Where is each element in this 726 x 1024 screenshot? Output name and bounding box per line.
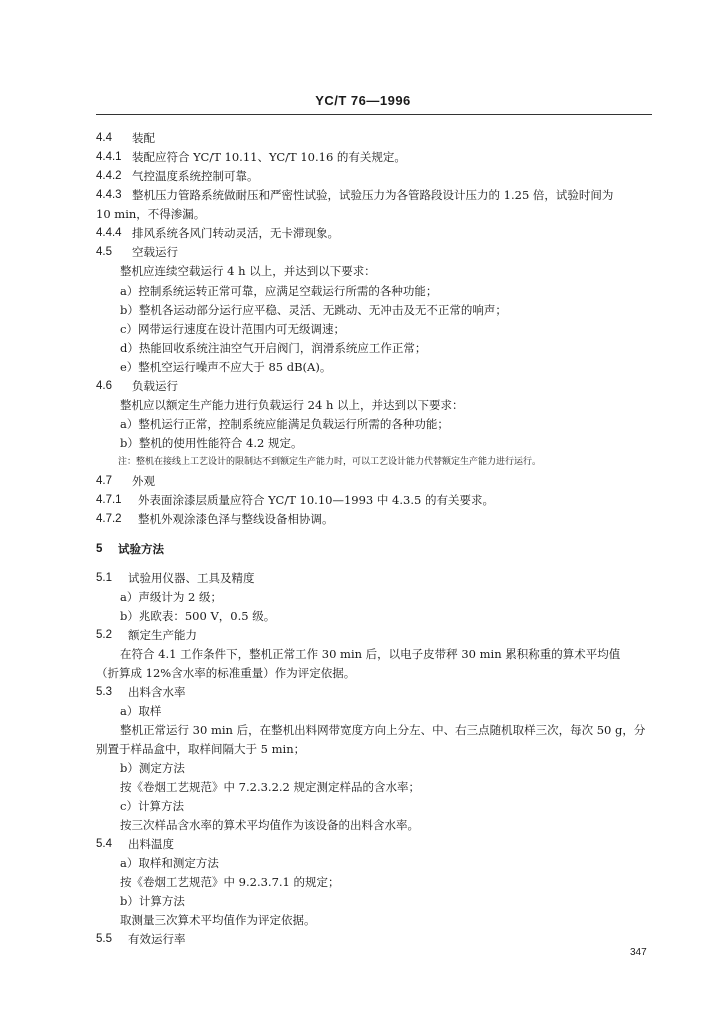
section-number: 4.6 — [96, 380, 112, 392]
body-text-line: c）计算方法 — [120, 799, 184, 813]
section-heading: 装配应符合 YC/T 10.11、YC/T 10.16 的有关规定。 — [132, 150, 406, 164]
body-text-line: e）整机空运行噪声不应大于 85 dB(A)。 — [120, 360, 332, 374]
section-heading: 试验用仪器、工具及精度 — [128, 571, 255, 585]
body-text-line: a）取样 — [120, 704, 162, 718]
body-text-line: a）取样和测定方法 — [120, 856, 219, 870]
section-heading: 外表面涂漆层质量应符合 YC/T 10.10—1993 中 4.3.5 的有关要求。 — [138, 493, 494, 507]
body-text-line: a）控制系统运转正常可靠，应满足空载运行所需的各种功能； — [120, 284, 438, 298]
body-text-line: 整机正常运行 30 min 后，在整机出料网带宽度方向上分左、中、右三点随机取样三次，每次 50 g，分 — [120, 723, 646, 737]
section-number: 5.3 — [96, 686, 112, 698]
body-text-line: c）网带运行速度在设计范围内可无级调速； — [120, 322, 345, 336]
body-text-line: b）整机各运动部分运行应平稳、灵活、无跳动、无冲击及无不正常的响声； — [120, 303, 507, 317]
section-number: 5.4 — [96, 838, 112, 850]
section-heading: 外观 — [132, 474, 155, 488]
body-text-line: 整机应连续空载运行 4 h 以上，并达到以下要求： — [120, 264, 376, 278]
section-heading: 空载运行 — [132, 245, 178, 259]
section-number: 4.4.1 — [96, 151, 122, 163]
section-number: 5.1 — [96, 572, 112, 584]
section-number: 4.7.2 — [96, 513, 122, 525]
body-text-line: b）计算方法 — [120, 894, 185, 908]
section-heading: 整机外观涂漆色泽与整线设备相协调。 — [138, 512, 334, 526]
section-number: 4.7 — [96, 475, 112, 487]
body-text-line: 别置于样品盒中，取样间隔大于 5 min； — [96, 742, 306, 756]
section-heading: 排风系统各风门转动灵活，无卡滞现象。 — [132, 226, 339, 240]
section-number: 4.4 — [96, 132, 112, 144]
body-text-line: （折算成 12%含水率的标准重量）作为评定依据。 — [96, 666, 356, 680]
body-text-line: b）兆欧表：500 V，0.5 级。 — [120, 609, 276, 623]
body-text-line: b）测定方法 — [120, 761, 185, 775]
body-text-line: 取测量三次算术平均值作为评定依据。 — [120, 913, 316, 927]
section-number: 4.5 — [96, 246, 112, 258]
body-text-line: a）声级计为 2 级； — [120, 590, 222, 604]
body-text-line: 按《卷烟工艺规范》中 7.2.3.2.2 规定测定样品的含水率； — [120, 780, 421, 794]
body-text-line: 按三次样品含水率的算术平均值作为该设备的出料含水率。 — [120, 818, 419, 832]
body-text-line: 整机应以额定生产能力进行负载运行 24 h 以上，并达到以下要求： — [120, 398, 464, 412]
section-heading: 装配 — [132, 131, 155, 145]
section-heading: 额定生产能力 — [128, 628, 197, 642]
section-heading: 试验方法 — [118, 542, 164, 556]
section-heading: 整机压力管路系统做耐压和严密性试验，试验压力为各管路段设计压力的 1.25 倍，试验时间为 — [132, 188, 614, 202]
note-line: 注：整机在接线上工艺设计的限制达不到额定生产能力时，可以工艺设计能力代替额定生产能力进行运行。 — [118, 457, 542, 467]
body-text-line: 按《卷烟工艺规范》中 9.2.3.7.1 的规定； — [120, 875, 340, 889]
body-text-line: 10 min，不得渗漏。 — [96, 207, 206, 221]
section-heading: 负载运行 — [132, 379, 178, 393]
body-text-line: d）热能回收系统注油空气开启阀门，润滑系统应工作正常； — [120, 341, 427, 355]
document-header-code: YC/T 76—1996 — [315, 93, 411, 108]
section-heading: 出料含水率 — [128, 685, 186, 699]
section-heading: 气控温度系统控制可靠。 — [132, 169, 259, 183]
section-number: 4.4.4 — [96, 227, 122, 239]
section-heading: 有效运行率 — [128, 932, 186, 946]
body-text-line: 在符合 4.1 工作条件下，整机正常工作 30 min 后，以电子皮带秤 30 min 累积称重的算术平均值 — [120, 647, 621, 661]
body-text-line: a）整机运行正常，控制系统应能满足负载运行所需的各种功能； — [120, 417, 449, 431]
page-number: 347 — [630, 947, 647, 958]
header-rule — [96, 114, 652, 115]
section-number: 5.2 — [96, 629, 112, 641]
section-number: 4.7.1 — [96, 494, 122, 506]
section-number: 4.4.3 — [96, 189, 122, 201]
section-number: 5 — [96, 543, 103, 555]
section-heading: 出料温度 — [128, 837, 174, 851]
section-number: 5.5 — [96, 933, 112, 945]
body-text-line: b）整机的使用性能符合 4.2 规定。 — [120, 436, 303, 450]
section-number: 4.4.2 — [96, 170, 122, 182]
